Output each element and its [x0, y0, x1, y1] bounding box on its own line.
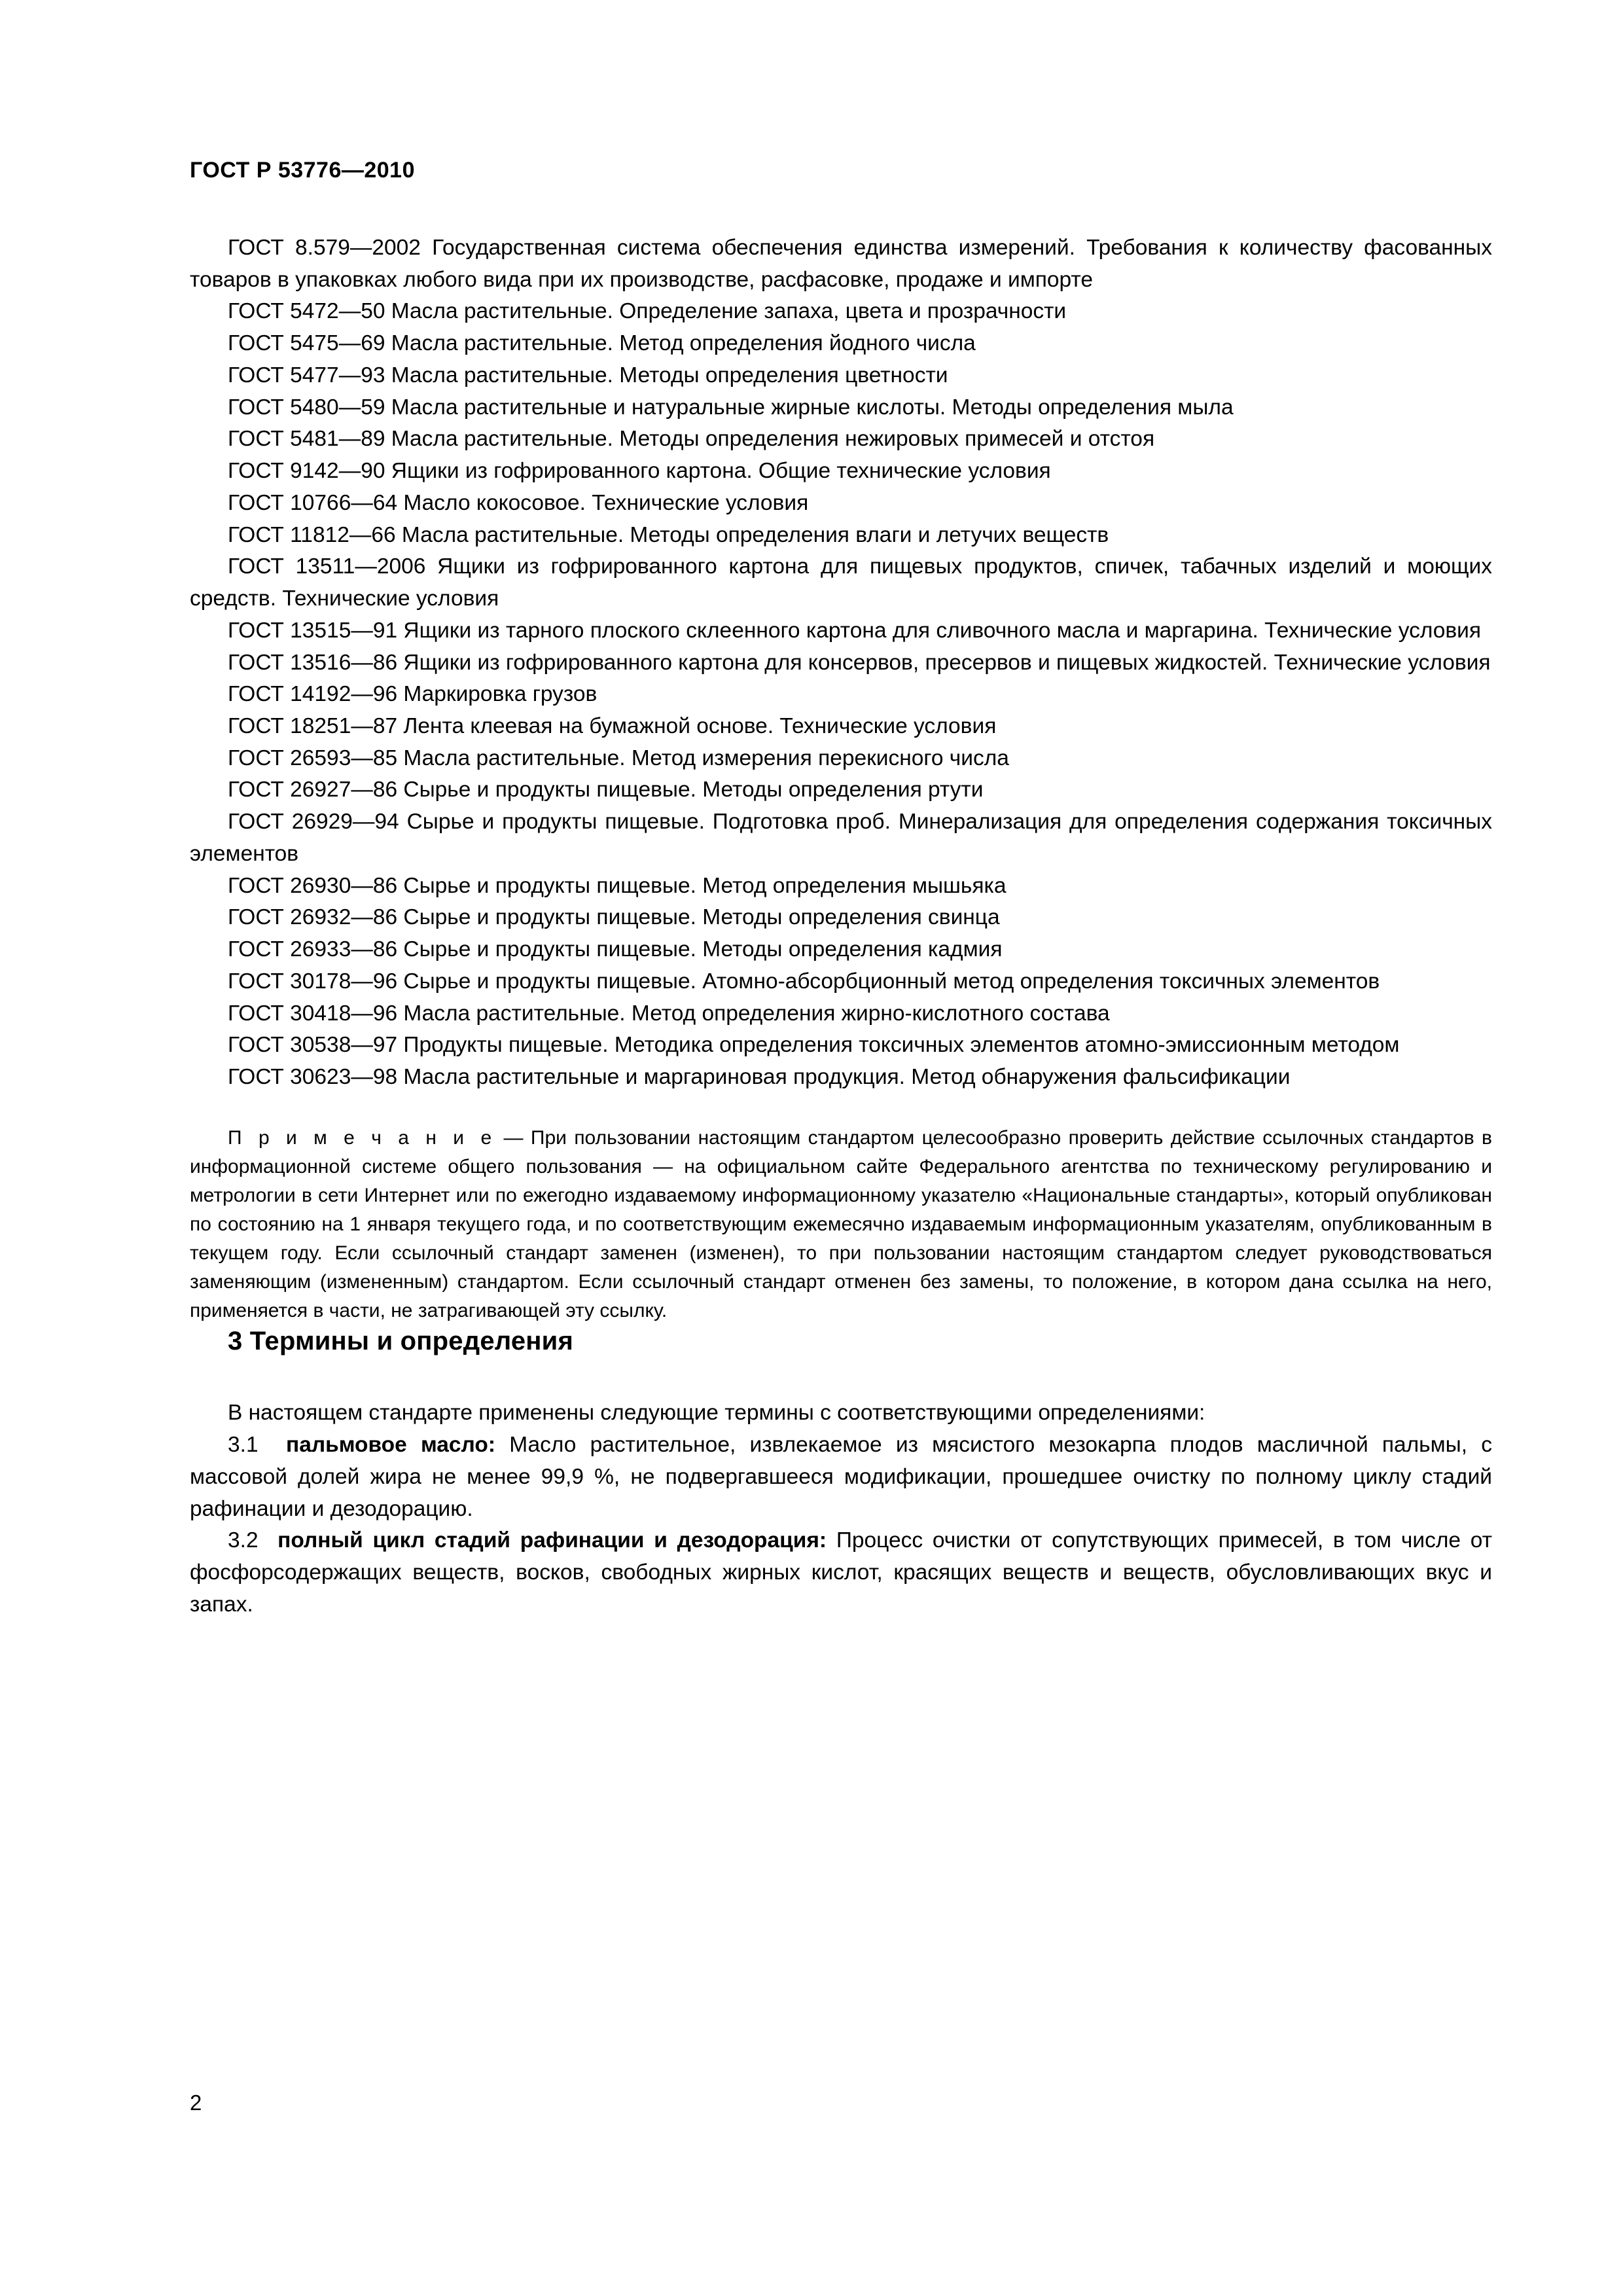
reference-item: ГОСТ 5472—50 Масла растительные. Определение запаха, цвета и прозрачности	[228, 299, 1067, 324]
term-spacer-2	[827, 1528, 836, 1552]
term-spacer	[259, 1528, 278, 1552]
reference-item: ГОСТ 30623—98 Масла растительные и маргариновая продукция. Метод обнаружения фальсификации	[228, 1065, 1291, 1090]
note-paragraph	[190, 1124, 1492, 1326]
note-text: При пользовании настоящим стандартом целесообразно проверить действие ссылочных стандартов в информационной системе общего пользования — на официальном сайте Федерального агентства по техническому регулированию и метрологии в сети Интернет или по ежегодно издаваемому информационному указателю «Национальные стандарты», который опубликован по состоянию на 1 января текущего года, и по соответствующим ежемесячно издаваемым информационным указателям, опубликованным в текущем году. Если ссылочный стандарт заменен (изменен), то при пользовании настоящим стандартом следует руководствоваться заменяющим (измененным) стандартом. Если ссылочный стандарт отменен без замены, то положение, в котором дана ссылка на него, применяется в части, не затрагивающей эту ссылку.	[190, 1126, 1492, 1322]
running-head: ГОСТ Р 53776—2010	[190, 158, 416, 183]
reference-item: ГОСТ 13516—86 Ящики из гофрированного картона для консервов, пресервов и пищевых жидкостей. Технические условия	[228, 650, 1491, 675]
note-dash: —	[496, 1126, 531, 1149]
reference-item: ГОСТ 26930—86 Сырье и продукты пищевые. Метод определения мышьяка	[228, 873, 1007, 898]
reference-item: ГОСТ 30178—96 Сырье и продукты пищевые. Атомно-абсорбционный метод определения токсичных элементов	[228, 969, 1380, 994]
page-number: 2	[190, 2090, 202, 2115]
reference-item: ГОСТ 5481—89 Масла растительные. Методы определения нежировых примесей и отстоя	[228, 427, 1155, 452]
term-name: пальмовое масло:	[285, 1433, 496, 1458]
reference-item: ГОСТ 30418—96 Масла растительные. Метод определения жирно-кислотного состава	[228, 1001, 1110, 1026]
reference-item: ГОСТ 5475—69 Масла растительные. Метод определения йодного числа	[228, 331, 976, 356]
reference-item: ГОСТ 26593—85 Масла растительные. Метод измерения перекисного числа	[228, 745, 1009, 770]
note-label: П р и м е ч а н и е	[228, 1126, 497, 1149]
reference-item: ГОСТ 26927—86 Сырье и продукты пищевые. Методы определения ртути	[228, 778, 984, 802]
term-entry	[190, 1429, 1492, 1525]
term-definition: Процесс очистки от сопутствующих примесей, в том числе от фосфорсодержащих веществ, восков, свободных жирных кислот, красящих веществ и веществ, обусловливающих вкус и запах.	[190, 1528, 1493, 1617]
reference-item: ГОСТ 26932—86 Сырье и продукты пищевые. Методы определения свинца	[228, 905, 1000, 930]
section-heading-3: 3 Термины и определения	[228, 1327, 573, 1356]
reference-item: ГОСТ 14192—96 Маркировка грузов	[228, 682, 597, 707]
reference-item: ГОСТ 30538—97 Продукты пищевые. Методика определения токсичных элементов атомно-эмиссионным методом	[228, 1033, 1400, 1058]
reference-item: ГОСТ 9142—90 Ящики из гофрированного картона. Общие технические условия	[228, 459, 1051, 484]
term-name: полный цикл стадий рафинации и дезодорация:	[277, 1528, 827, 1553]
term-entry	[190, 1525, 1492, 1621]
term-number: 3.1	[228, 1433, 259, 1458]
reference-item: ГОСТ 13515—91 Ящики из тарного плоского склеенного картона для сливочного масла и маргарина. Технические условия	[228, 618, 1482, 643]
term-spacer-2	[495, 1433, 509, 1457]
section-3-body	[190, 1397, 1492, 1621]
reference-item: ГОСТ 18251—87 Лента клеевая на бумажной основе. Технические условия	[228, 714, 997, 739]
reference-item: ГОСТ 5480—59 Масла растительные и натуральные жирные кислоты. Методы определения мыла	[228, 395, 1234, 420]
reference-item: ГОСТ 26929—94 Сырье и продукты пищевые. Подготовка проб. Минерализация для определения содержания токсичных элементов	[190, 810, 1492, 866]
reference-item: ГОСТ 26933—86 Сырье и продукты пищевые. Методы определения кадмия	[228, 937, 1003, 962]
page-content	[190, 0, 1492, 1621]
reference-item: ГОСТ 11812—66 Масла растительные. Методы определения влаги и летучих веществ	[228, 522, 1109, 547]
reference-item: ГОСТ 5477—93 Масла растительные. Методы определения цветности	[228, 363, 948, 387]
note-block	[190, 1124, 1492, 1326]
reference-item: ГОСТ 8.579—2002 Государственная система обеспечения единства измерений. Требования к количеству фасованных товаров в упаковках любого вида при их производстве, расфасовке, продаже и импорте	[190, 236, 1492, 292]
normative-references-list	[190, 232, 1492, 1094]
section-intro-text: В настоящем стандарте применены следующие термины с соответствующими определениями:	[228, 1401, 1205, 1426]
term-spacer	[259, 1433, 286, 1457]
reference-item: ГОСТ 13511—2006 Ящики из гофрированного картона для пищевых продуктов, спичек, табачных изделий и моющих средств. Технические условия	[190, 554, 1492, 611]
term-number: 3.2	[228, 1528, 259, 1553]
term-definition: Масло растительное, извлекаемое из мясистого мезокарпа плодов масличной пальмы, с массовой долей жира не менее 99,9 %, не подвергавшееся модификации, прошедшее очистку по полному циклу стадий рафинации и дезодорацию.	[190, 1433, 1492, 1521]
reference-item: ГОСТ 10766—64 Масло кокосовое. Технические условия	[228, 490, 809, 515]
